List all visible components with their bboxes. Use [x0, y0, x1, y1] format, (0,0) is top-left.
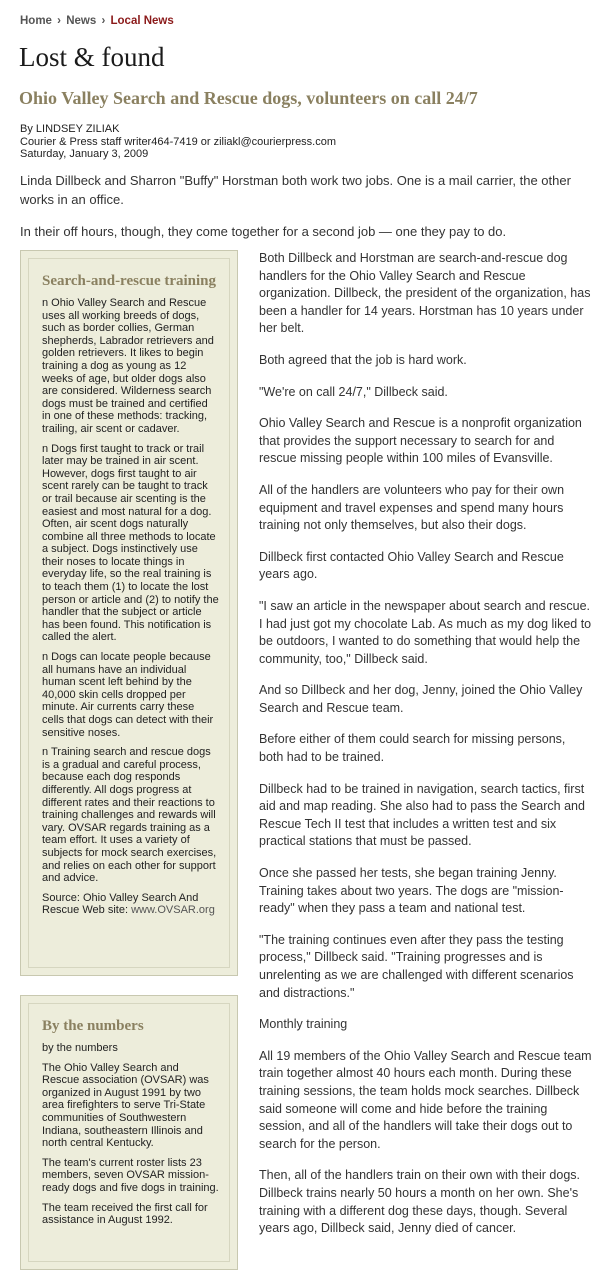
article-title: Lost & found [19, 42, 165, 72]
breadcrumb-news-link[interactable]: News [66, 15, 97, 27]
body-paragraph: "The training continues even after they pass the testing process," Dillbeck said. "Training progresses and is unrelenting as we are challenged with different scenarios and distractions." [259, 932, 574, 1000]
article-body [259, 250, 592, 1252]
body-paragraph: Both Dillbeck and Horstman are search-and-rescue dog handlers for the Ohio Valley Search and Rescue organization. Dillbeck, the president of the organization, has been a handler for 14 years. Horstman has 10 years under her belt. [259, 251, 591, 336]
byline [20, 123, 336, 161]
body-paragraph: Before either of them could search for missing persons, both had to be trained. [259, 732, 566, 765]
body-paragraph: And so Dillbeck and her dog, Jenny, joined the Ohio Valley Search and Rescue team. [259, 683, 583, 715]
byline-affiliation: Courier & Press staff writer464-7419 or ziliakl@courierpress.com [20, 135, 337, 148]
sidebar-numbers-paragraph: The Ohio Valley Search and Rescue association (OVSAR) was organized in August 1991 by two area firefighters to serve Tri-State communities of Southwestern Indiana, southeastern Illinois and north central Kentucky. [42, 1061, 209, 1150]
body-paragraph: "I saw an article in the newspaper about search and rescue. I had just got my chocolate Lab. As much as my dog liked to be outdoors, I wanted to do something that would help the community, too," Dillbeck said. [259, 598, 592, 666]
sidebar-source [42, 892, 219, 917]
body-paragraph: "We're on call 24/7," Dillbeck said. [259, 384, 448, 399]
body-paragraph: Ohio Valley Search and Rescue is a nonprofit organization that provides the support necessary to search for and rescue missing people within 100 miles of Evansville. [259, 416, 582, 466]
sidebar-training-paragraph: n Dogs first taught to track or trail later may be trained in air scent. However, dogs first taught to air scent rarely can be taught to track or trail because air scenting is the easiest and most natural for a dog. Often, air scent dogs naturally combine all three methods to locate a subject. Dogs instinctively use their noses to locate things in everyday life, so the real training is to teach them (1) to locate the lost person or article and (2) to notify the handler that the subject or article has been found. This notification is called the alert. [42, 442, 219, 644]
sidebar-training-heading: Search-and-rescue training [42, 273, 217, 289]
sidebar-training-paragraph: n Ohio Valley Search and Rescue uses all working breeds of dogs, such as border collies, German shepherds, Labrador retrievers and golden retrievers. It likes to begin training a dog as young as 12 weeks of age, but older dogs also are considered. Wilderness search dogs must be trained and certified in one of these methods: tracking, trailing, air scent or cadaver. [42, 297, 214, 435]
byline-author: By LINDSEY ZILIAK [20, 123, 120, 135]
body-paragraph: Once she passed her tests, she began training Jenny. Training takes about two years. The dogs are "mission-ready" when they pass a team and national test. [259, 866, 564, 916]
body-paragraph: Dillbeck had to be trained in navigation, search tactics, first aid and map reading. She also had to pass the Search and Rescue Tech II test that includes a written test and six practical stations that must be passed. [259, 781, 585, 849]
sidebar-numbers-heading: By the numbers [42, 1018, 144, 1034]
section-subhead: Monthly training [259, 1017, 348, 1032]
sidebar-training-paragraph: n Training search and rescue dogs is a gradual and careful process, because each dog responds differently. All dogs progress at different rates and their reactions to training challenges and rewards will vary. OVSAR regards training as a team effort. It uses a variety of subjects for mock search exercises, and relies on each other for support and advice. [42, 746, 217, 885]
sidebar-numbers-paragraph: The team received the first call for assistance in August 1992. [42, 1201, 208, 1227]
sidebar-numbers-subheading: by the numbers [42, 1042, 118, 1054]
lede-paragraph: In their off hours, though, they come together for a second job — one they pay to do. [20, 224, 507, 239]
breadcrumb [20, 15, 174, 27]
breadcrumb-home-link[interactable]: Home [20, 15, 52, 27]
sidebar-numbers-box [20, 995, 238, 1270]
lede-paragraph: Linda Dillbeck and Sharron "Buffy" Horstman both work two jobs. One is a mail carrier, the other works in an office. [20, 173, 571, 207]
breadcrumb-separator: › [101, 15, 106, 27]
sidebar-training-paragraph: n Dogs can locate people because all humans have an individual human scent left behind by the 40,000 skin cells dropped per minute. Air currents carry these cells that dogs can detect with their sensitive noses. [42, 651, 214, 739]
breadcrumb-separator: › [57, 15, 61, 27]
body-paragraph: Dillbeck first contacted Ohio Valley Search and Rescue years ago. [259, 549, 564, 582]
byline-date: Saturday, January 3, 2009 [20, 148, 149, 160]
sidebar-numbers-paragraph: The team's current roster lists 23 members, seven OVSAR mission-ready dogs and five dogs in training. [42, 1156, 219, 1194]
sidebar-source-text: Source: Ohio Valley Search And Rescue Web site: [42, 891, 199, 917]
body-paragraph: Then, all of the handlers train on their own with their dogs. Dillbeck trains nearly 50 hours a month on her own. She's training with a different dog these days, though. Several years ago, Dillbeck said, Jenny died of cancer. [259, 1168, 581, 1236]
article-lede [20, 171, 588, 254]
ovsar-website-link[interactable]: www.OVSAR.org [131, 904, 215, 917]
body-paragraph: All 19 members of the Ohio Valley Search and Rescue team train together almost 40 hours each month. During these training sessions, the team holds mock searches. Dillbeck said someone will come and hide before the training session, and all of the handlers will take their dogs out to search for the person. [259, 1048, 592, 1151]
sidebar-training-box [20, 250, 238, 976]
breadcrumb-local-news-link[interactable]: Local News [110, 15, 174, 27]
article-subtitle: Ohio Valley Search and Rescue dogs, volunteers on call 24/7 [19, 88, 478, 108]
body-paragraph: Both agreed that the job is hard work. [259, 352, 467, 367]
body-paragraph: All of the handlers are volunteers who pay for their own equipment and travel expenses and spend many hours training not only themselves, but also their dogs. [259, 482, 565, 533]
